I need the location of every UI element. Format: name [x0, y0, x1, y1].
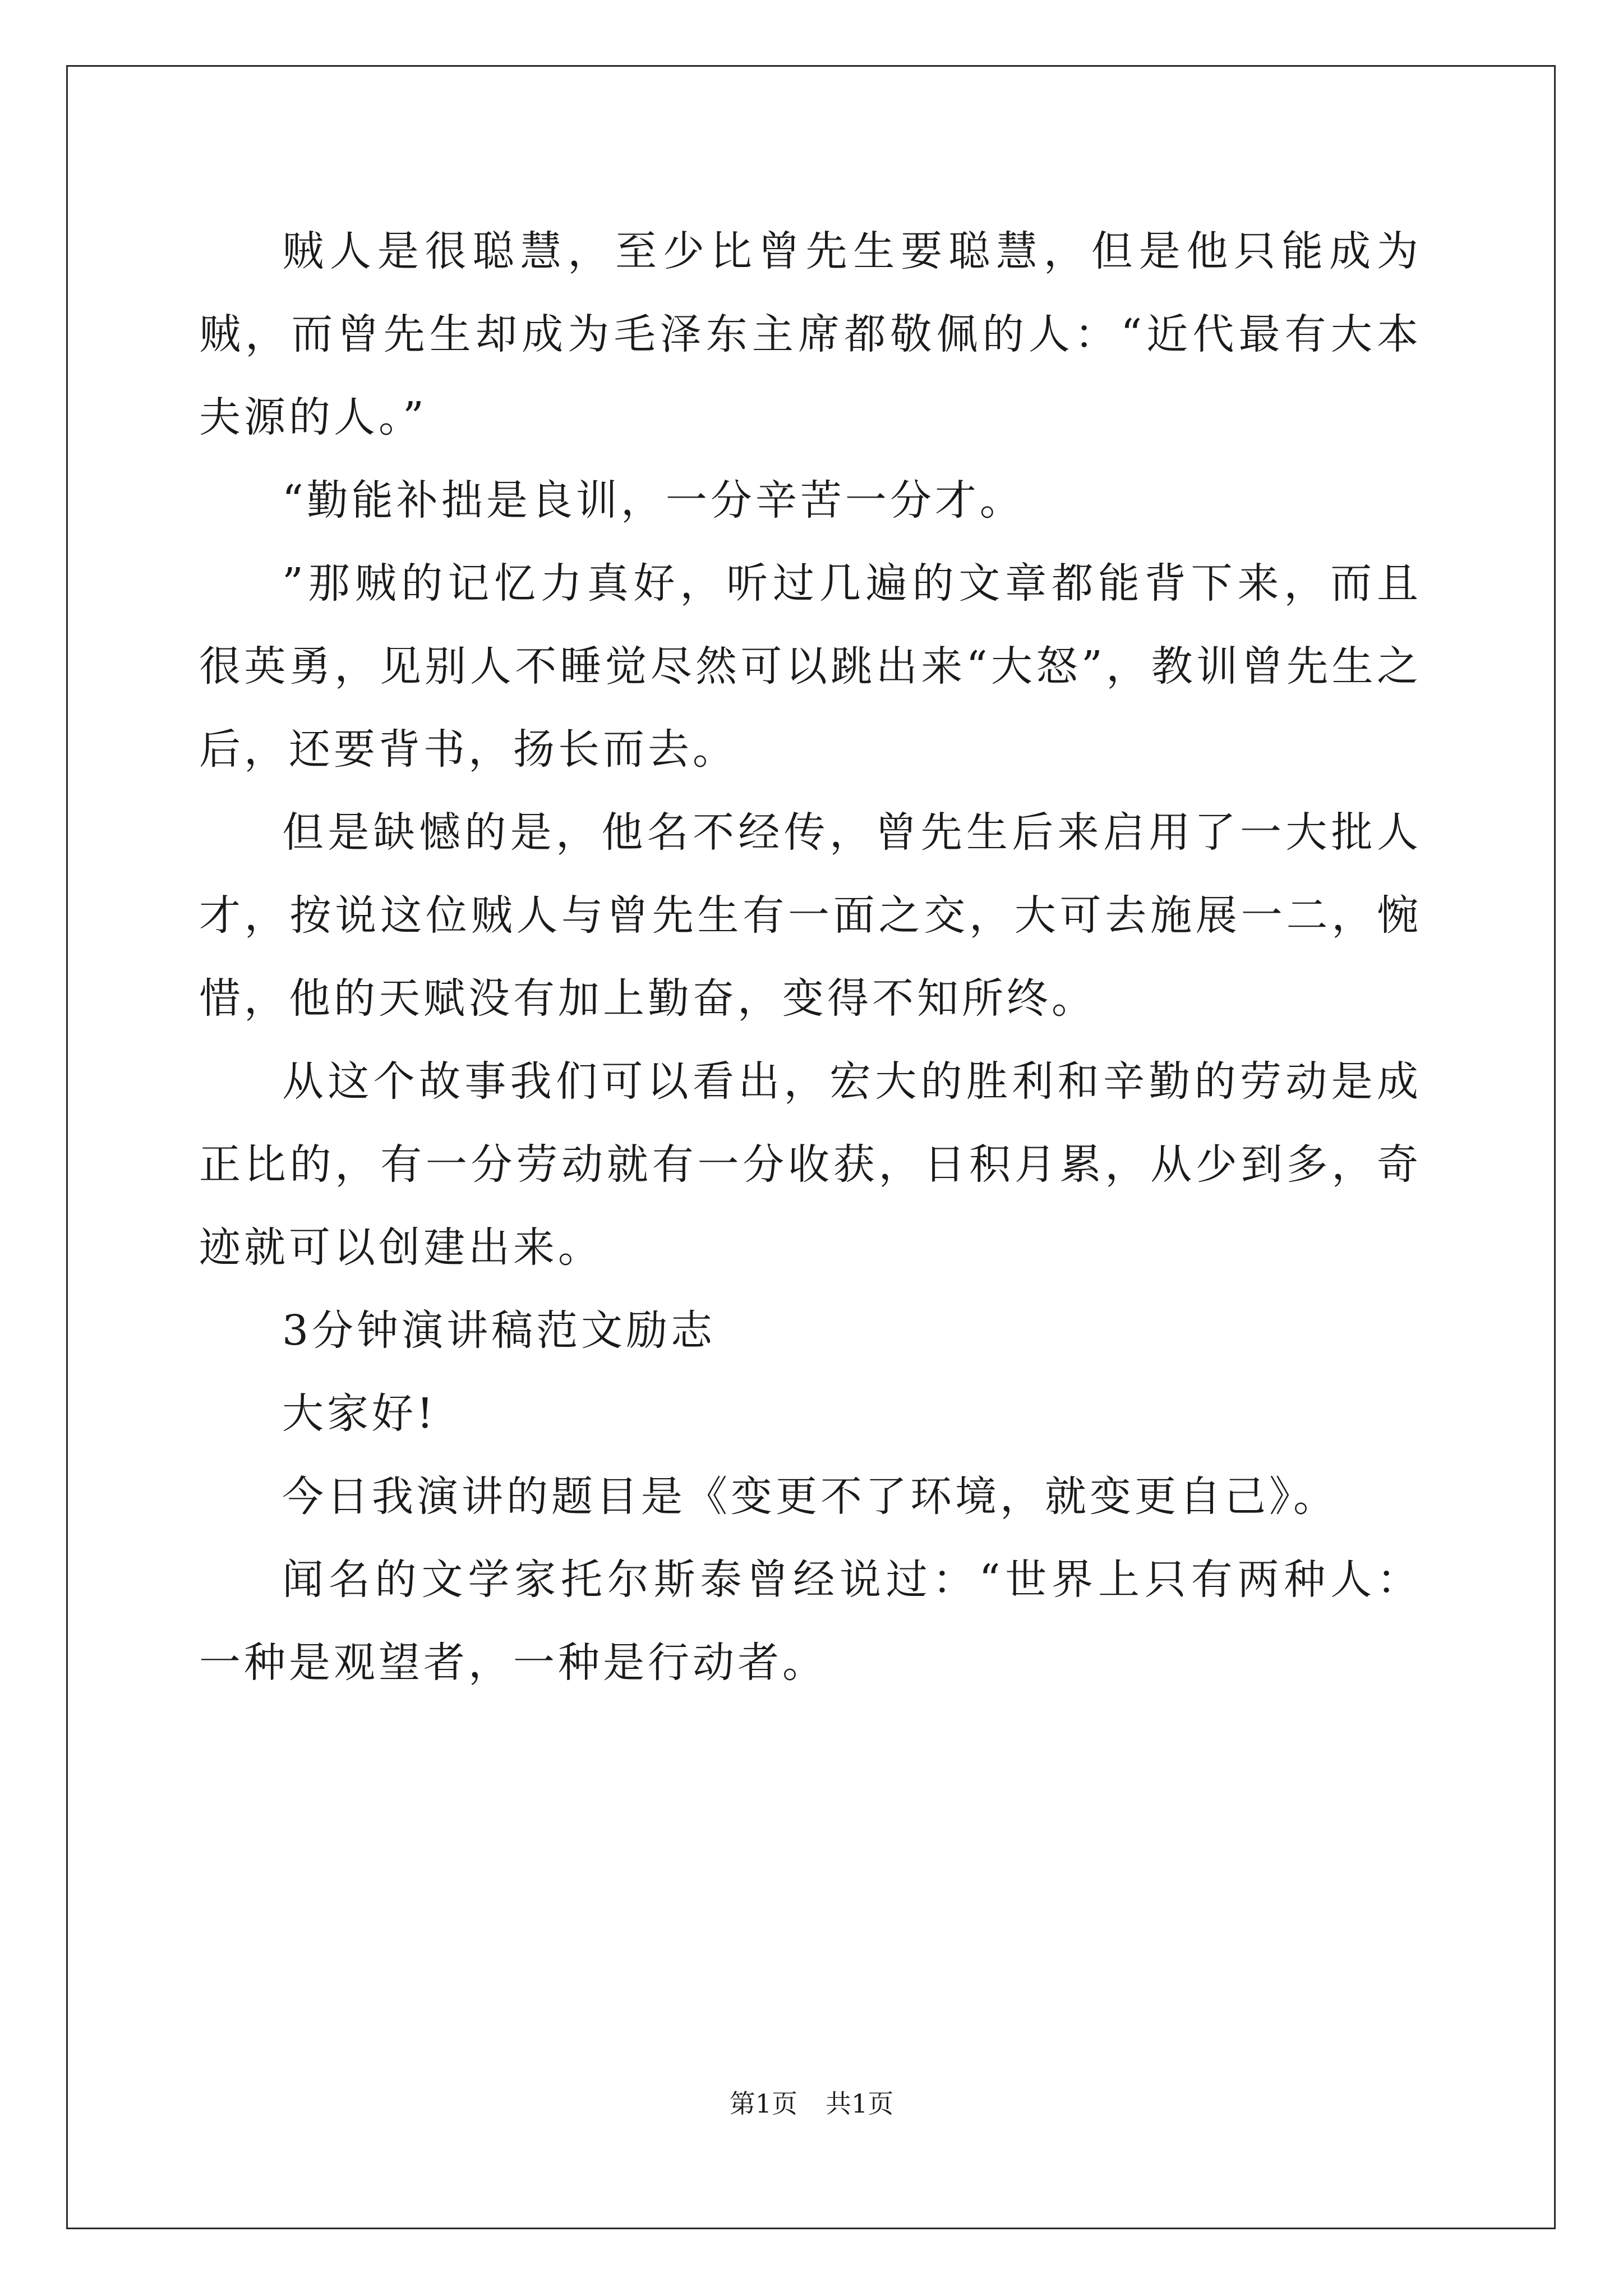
- page-total: 共1页: [826, 2088, 894, 2119]
- paragraph-1: 贼人是很聪慧，至少比曾先生要聪慧，但是他只能成为贼，而曾先生却成为毛泽东主席都敬佩的人：“近代最有大本夫源的人。”: [199, 227, 1422, 441]
- document-body: [199, 210, 1422, 1704]
- paragraph-topic: 今日我演讲的题目是《变更不了环境，就变更自己》。: [282, 1473, 1338, 1521]
- section-heading: 3分钟演讲稿范文励志: [282, 1306, 716, 1355]
- greeting: 大家好!: [282, 1389, 437, 1438]
- page-number: 第1页: [729, 2088, 797, 2119]
- paragraph-4: 但是缺憾的是，他名不经传，曾先生后来启用了一大批人才，按说这位贼人与曾先生有一面之交，大可去施展一二，惋惜，他的天赋没有加上勤奋，变得不知所终。: [199, 808, 1422, 1023]
- page-footer: [0, 2087, 1623, 2120]
- paragraph-3: ”那贼的记忆力真好，听过几遍的文章都能背下来，而且很英勇，见别人不睡觉尽然可以跳出来“大怒”，教训曾先生之后，还要背书，扬长而去。: [199, 559, 1422, 774]
- paragraph-2: “勤能补拙是良训，一分辛苦一分才。: [282, 476, 1025, 524]
- paragraph-5: 从这个故事我们可以看出，宏大的胜利和辛勤的劳动是成正比的，有一分劳动就有一分收获，日积月累，从少到多，奇迹就可以创建出来。: [199, 1057, 1422, 1272]
- paragraph-quote: 闻名的文学家托尔斯泰曾经说过：“世界上只有两种人：一种是观望者，一种是行动者。: [199, 1556, 1422, 1687]
